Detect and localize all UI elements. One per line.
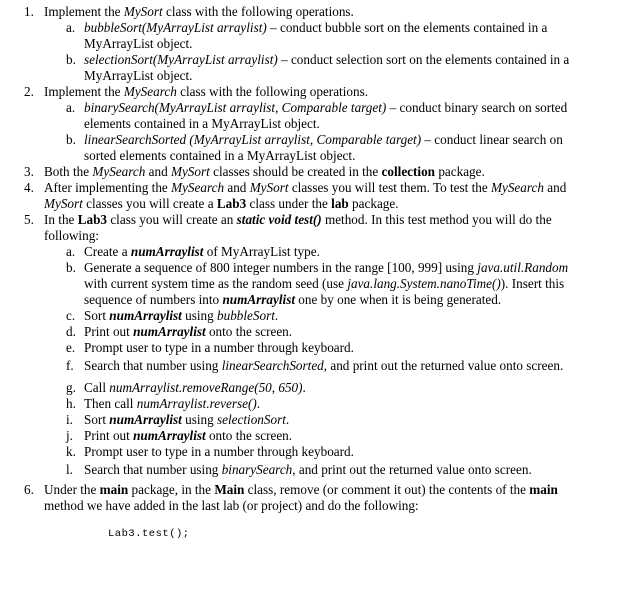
method-ref: numArraylist.removeRange(50, 650) <box>109 380 303 395</box>
text: method we have added in the last lab (or project) and do the following: <box>44 498 419 513</box>
class-name-bold: Lab3 <box>216 196 247 211</box>
variable-name: numArraylist <box>109 308 182 323</box>
text: Prompt user to type in a number through keyboard. <box>84 444 354 459</box>
sub-letter: a. <box>66 100 76 115</box>
item-number: 3. <box>24 164 34 179</box>
text: onto the screen. <box>205 324 293 339</box>
method-signature: bubbleSort(MyArrayList arraylist) <box>84 20 267 35</box>
sub-item-5j <box>0 428 621 444</box>
sub-item-5b <box>0 260 621 308</box>
class-name: MySort <box>44 196 83 211</box>
sub-item-5d <box>0 324 621 340</box>
text: Sort <box>84 412 110 427</box>
text: using <box>181 308 218 323</box>
text: of MyArrayList type. <box>203 244 320 259</box>
sub-letter: i. <box>66 412 73 427</box>
method-signature: selectionSort(MyArrayList arraylist) <box>84 52 278 67</box>
sub-item-5l <box>0 460 621 480</box>
class-name: MySearch <box>491 180 544 195</box>
text: , and print out the returned value onto screen. <box>292 462 532 477</box>
item-number: 1. <box>24 4 34 19</box>
class-name: MySort <box>249 180 289 195</box>
text: classes you will create a <box>82 196 217 211</box>
item-number: 2. <box>24 84 34 99</box>
method-description: – conduct binary search on sorted elements contained in a MyArrayList object. <box>84 100 568 131</box>
text: Implement the <box>44 84 124 99</box>
item-number: 6. <box>24 482 34 497</box>
text: . <box>285 412 290 427</box>
variable-name: numArraylist <box>109 412 182 427</box>
text: Search that number using <box>84 462 222 477</box>
method-description: – conduct selection sort on the elements contained in a MyArrayList object. <box>84 52 570 83</box>
text: Under the <box>44 482 100 497</box>
list-item-1 <box>0 4 621 20</box>
text: package, in the <box>128 482 215 497</box>
sub-letter: l. <box>66 462 73 477</box>
method-name: static void test() <box>236 212 322 227</box>
package-name: main <box>99 482 129 497</box>
list-item-6 <box>0 482 621 514</box>
list-item-3 <box>0 164 621 180</box>
method-ref: java.lang.System.nanoTime() <box>347 276 501 291</box>
sub-letter: a. <box>66 244 76 259</box>
sub-item-5a <box>0 244 621 260</box>
text: In the <box>44 212 78 227</box>
text: After implementing the <box>44 180 172 195</box>
text: Implement the <box>44 4 124 19</box>
package-name: collection <box>381 164 436 179</box>
text: , and print out the returned value onto screen. <box>323 358 564 373</box>
variable-name: numArraylist <box>133 324 206 339</box>
class-name: MySearch <box>123 84 177 99</box>
item-number: 5. <box>24 212 34 227</box>
variable-name: numArraylist <box>133 428 206 443</box>
sub-item-5g <box>0 380 621 396</box>
method-name-bold: main <box>529 482 558 497</box>
sub-letter: j. <box>66 428 73 443</box>
sub-letter: a. <box>66 20 76 35</box>
text: package. <box>348 196 399 211</box>
method-ref: numArraylist.reverse() <box>136 396 257 411</box>
sub-letter: b. <box>66 52 76 67</box>
text: Prompt user to type in a number through keyboard. <box>84 340 354 355</box>
class-name: MySort <box>170 164 210 179</box>
text: Create a <box>84 244 131 259</box>
sub-letter: d. <box>66 324 76 339</box>
text: Sort <box>84 308 110 323</box>
sub-letter: c. <box>66 308 76 323</box>
method-ref: selectionSort <box>217 412 286 427</box>
sub-item-5i <box>0 412 621 428</box>
class-name: MySearch <box>171 180 225 195</box>
text: . <box>302 380 306 395</box>
method-ref: binarySearch <box>221 462 293 477</box>
text: Print out <box>84 324 134 339</box>
sub-item-5e <box>0 340 621 356</box>
class-ref: java.util.Random <box>477 260 569 275</box>
sub-item-2b <box>0 132 621 164</box>
text: using <box>181 412 218 427</box>
class-name: MySort <box>123 4 163 19</box>
method-signature: linearSearchSorted (MyArrayList arraylist, Comparable target) <box>84 132 422 147</box>
sub-item-2a <box>0 100 621 132</box>
text: package. <box>435 164 485 179</box>
method-ref: linearSearchSorted <box>221 358 324 373</box>
text: and <box>145 164 171 179</box>
text: class you will create an <box>107 212 237 227</box>
class-name-bold: Main <box>214 482 245 497</box>
text: onto the screen. <box>205 428 293 443</box>
text: class under the <box>246 196 332 211</box>
sub-letter: f. <box>66 358 74 373</box>
list-item-2 <box>0 84 621 100</box>
sub-letter: k. <box>66 444 76 459</box>
text: class with the following operations. <box>176 84 368 99</box>
class-name-bold: Lab3 <box>77 212 108 227</box>
text: and <box>224 180 250 195</box>
text: with current system time as the random seed (use <box>84 276 348 291</box>
text: classes should be created in the <box>209 164 382 179</box>
sub-letter: e. <box>66 340 76 355</box>
text: class with the following operations. <box>162 4 354 19</box>
method-signature: binarySearch(MyArrayList arraylist, Comparable target) <box>84 100 387 115</box>
text: . <box>274 308 279 323</box>
text: class, remove (or comment it out) the contents of the <box>244 482 530 497</box>
sub-item-5k <box>0 444 621 460</box>
text: Print out <box>84 428 134 443</box>
sub-item-1a <box>0 20 621 52</box>
method-description: – conduct bubble sort on the elements contained in a MyArrayList object. <box>84 20 548 51</box>
code-snippet: Lab3.test(); <box>108 528 190 540</box>
sub-item-5h <box>0 396 621 412</box>
text: method. In this test method you will do the following: <box>44 212 552 243</box>
class-name: MySearch <box>92 164 146 179</box>
variable-name: numArraylist <box>130 244 204 259</box>
sub-item-1b <box>0 52 621 84</box>
sub-item-5f <box>0 356 621 376</box>
list-item-4 <box>0 180 621 212</box>
text: Both the <box>44 164 93 179</box>
sub-letter: g. <box>66 380 76 395</box>
variable-name: numArraylist <box>222 292 295 307</box>
text: . <box>256 396 261 411</box>
text: Search that number using <box>84 358 222 373</box>
sub-letter: b. <box>66 260 76 275</box>
method-description: – conduct linear search on sorted elements contained in a MyArrayList object. <box>84 132 563 163</box>
text: Then call <box>84 396 137 411</box>
sub-letter: h. <box>66 396 76 411</box>
package-name: lab <box>331 196 349 211</box>
text: Call <box>84 380 110 395</box>
text: ). Insert this sequence of numbers into <box>84 276 565 307</box>
sub-item-5c <box>0 308 621 324</box>
text: classes you will test them. To test the <box>288 180 491 195</box>
method-ref: bubbleSort <box>217 308 275 323</box>
text: Generate a sequence of 800 integer numbers in the range [100, 999] using <box>84 260 478 275</box>
list-item-5 <box>0 212 621 244</box>
text: and <box>543 180 567 195</box>
sub-letter: b. <box>66 132 76 147</box>
text: one by one when it is being generated. <box>295 292 502 307</box>
item-number: 4. <box>24 180 34 195</box>
